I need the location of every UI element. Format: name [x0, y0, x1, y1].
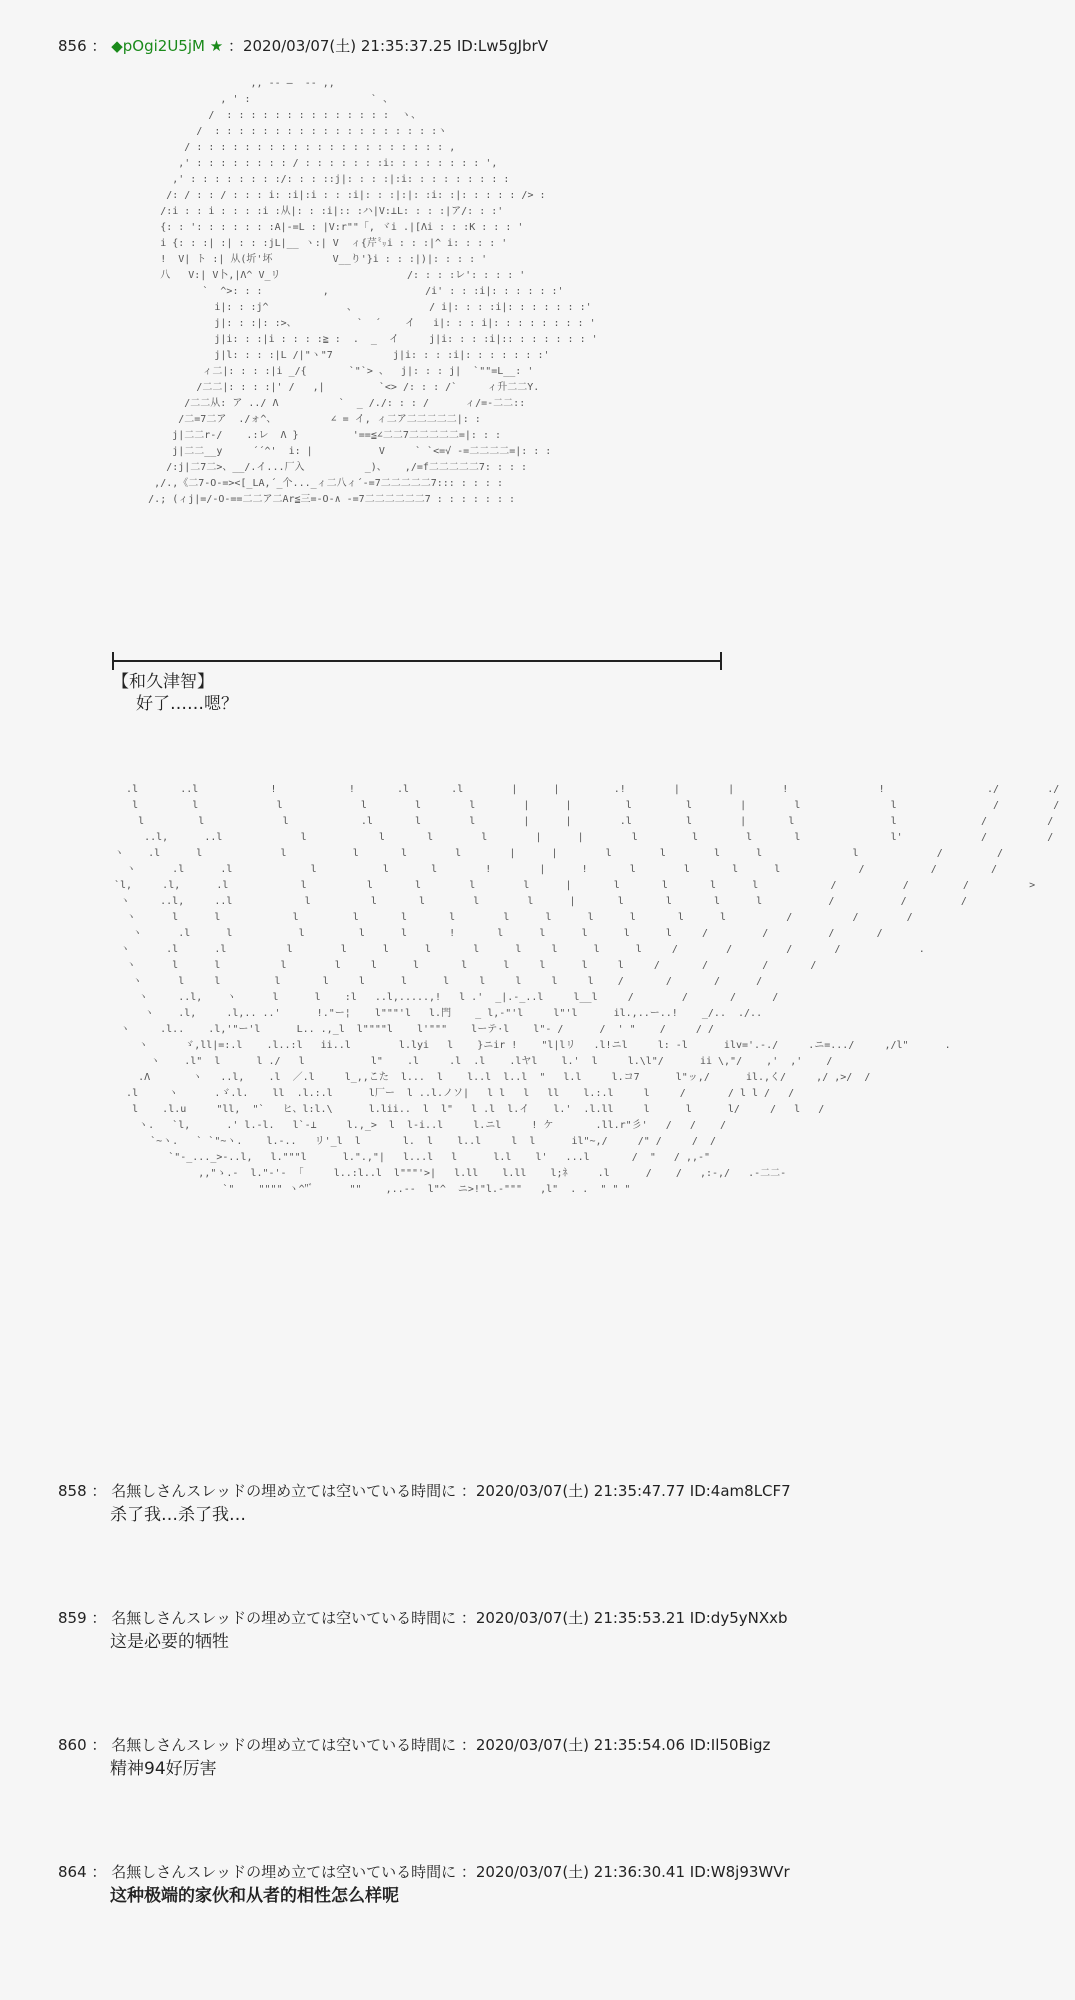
post-meta: ：2020/03/07(土) 21:35:47.77 ID:4am8LCF7 [460, 1482, 791, 1500]
poster-name[interactable]: ◆pOgi2U5jM ★ [111, 37, 224, 55]
post-number: 864 [58, 1863, 87, 1881]
dialogue-line: 好了……嗯？ [136, 694, 238, 714]
post-sep: ： [91, 1736, 107, 1754]
post-sep: ： [91, 1609, 107, 1627]
post-number: 858 [58, 1482, 87, 1500]
divider-rule [112, 660, 722, 662]
post-meta: ：2020/03/07(土) 21:35:53.21 ID:dy5yNXxb [460, 1609, 788, 1627]
post-meta: ：2020/03/07(土) 21:35:37.25 ID:Lw5gJbrV [227, 37, 548, 55]
poster-name[interactable]: 名無しさんスレッドの埋め立ては空いている時間に [111, 1609, 457, 1627]
post-sep: ： [91, 1482, 107, 1500]
character-ascii-art: ,, -- ― -- ,, , ' : ` 、 / : : : : : : : : : : : : : : ヽ、 / : : : : : : : : : : : : : : : : : : :ヽ / : : : : : : : : : : : : : : : : : : : : : , ,' : : : : : : : : / : : : : : : :i: : : : : : : : ', ,' : : : : : : : :/: : : ::j|: : : :|:i: : : : : : : : : /: / : : / : : : i: :i|:i : : :i|: : :|:|: :i: :|: : : : : /> : /:i : : i : : : :i :从|: : :i|:: :ハ|V:⊥L: : : :|ア/: : :' {: : ': : : : : : :A|-=L : |V:r""「, ヾi .|[Λi : : :K : : : ' i {: : :| :| : : :jL|__ ヽ:| V ィ{芹㍉i : : :|^ i: : : : ' ! V| ト :| 从(圻'坏 V__り'}i : : :|)|: : : : ' 八 V:| V卜,|Λ^ V_リ /: : : :レ': : : : ' ` ^>: : : , /i' : : :i|: : : : : :' i|: : :j^ 、 / i|: : : :i|: : : : : : :' j|: : :|: :>、 ` ´ イ i|: : : i|: : : : : : : : ' j|i: : :|i : : : :≧ : . _ イ j|i: : : :i|:: : : : : : : ' j|l: : : :|L /|"ヽ"7 j|i: : : :i|: : : : : : :' ィ二|: : : :|i _/{ `"`> 、 j|: : : j| `""=L__: ' /二二|: : : :|' / ,| `<> /: : : /` ィ升二二Y. /二二从: ア ../ Λ ` _ /./: : : / ィ/=-二二:: /二=7二ア ./ォ^、 ∠ = イ, ィ二ア二二二二二|: : j|二二r-/ .:レ Λ } '==≦∠二二7二二二二二=|: : : j|二二__у ´´^' i: | V ` `<=√ -=二二二二=|: : : /:j|二7二>、__/.イ...厂入 _)、 ,/=f二二二二二7: : : : ,/.,《二7-O-=><[_LA,´_个..._ィ二八ィ´-=7二二二二二7::: : : : : /.; (ィj|=/-O-==二二ア二Ar≦三=-O-∧ -=7二二二二二二7 : : : : : : : [148, 78, 598, 505]
post-meta: ：2020/03/07(土) 21:35:54.06 ID:Il50Bigz [460, 1736, 771, 1754]
post-header [58, 1608, 788, 1628]
post-header [58, 1735, 770, 1755]
post-number: 856 [58, 37, 87, 55]
post-header [58, 1862, 790, 1882]
post-header [58, 1481, 791, 1501]
post-body: 杀了我…杀了我… [110, 1505, 246, 1525]
poster-name[interactable]: 名無しさんスレッドの埋め立ては空いている時間に [111, 1863, 457, 1881]
post-number: 860 [58, 1736, 87, 1754]
post-sep: ： [91, 37, 107, 55]
post-body: 这是必要的牺牲 [110, 1632, 229, 1652]
poster-name[interactable]: 名無しさんスレッドの埋め立ては空いている時間に [111, 1482, 457, 1500]
speaker-tag: 【和久津智】 [112, 672, 214, 692]
post-sep: ： [91, 1863, 107, 1881]
post-header [58, 36, 548, 56]
post-body: 精神94好厉害 [110, 1759, 217, 1779]
post-body: 这种极端的家伙和从者的相性怎么样呢 [110, 1886, 399, 1906]
post-number: 859 [58, 1609, 87, 1627]
post-meta: ：2020/03/07(土) 21:36:30.41 ID:W8j93WVr [460, 1863, 790, 1881]
poster-name[interactable]: 名無しさんスレッドの埋め立ては空いている時間に [111, 1736, 457, 1754]
effect-lines-ascii-art: .l ..l ! ! .l .l | | .! | | ! ! ./ ./ l l l l l l | | l l | l l / / l l l .l l l | | .l l | l l / / ..l, ..l l l l l | | l l l l l' / / ヽ .l l l l l l | | l l l l l / / ヽ .l .l l l l ! | ! l l l l / / / `l, .l, .l l l l l l | l l l l / / / > ヽ ..l, ..l l l l l l | l l l l / / / ヽ l l l l l l l l l l l l / / / ヽ .l l l l l ! l l l l l / / / / ヽ .l .l l l l l l l l l l / / / / . ヽ l l l l l l l l l l l / / / / ヽ l l l l l l l l l l l / / / / ヽ ..l, ヽ l l :l ..l,.....,! l .' _|.-_..l l__l / / / / ヽ .l, .l,.. ..' !."ー¦ l"""'l l.門 _ l,-"'l l"'l il.,..ー..! _/.. ./.. ヽ .l.. .l,'"ー'l L.. .,_l l""""l l'""" lーテ·l l"- / / ' " / / / ヽ ゞ,ll|=:.l .l..:l ii..l l.lyi l }ニir ! "l|lリ .l!ニl l: -l ilv='.-./ .ニ=.../ ,/l" . ヽ .l" l l ./ l l" .l .l .l .lヤl l.' l l.\l"/ ii \,"/ ,' ,' / .Λ ヽ ..l, .l ／.l l_,,こた l... l l..l l..l " l.l l.コ7 l"ッ,/ il.,く/ ,/ ,>/ / .l ヽ .ゞ.l. ll .l.:.l l厂ー l ..l.ノソ| l l l ll l.:.l l / / l l / / l .l.u "ll, "` ヒ、l:l.\ l.lii.. l l" l .l l.イ l.' .l.ll l l l/ / l / ヽ. `l, .' l.-l. l`-⊥ l.,_> l l-i..l l.ニl ! ケ .ll.r"彡' / / / `~ヽ. ` `"~ヽ. l.-.. リ'_l l l. l l..l l l il"~,/ /" / / / `"-_..._>-..l, l."""l l.".,"| l...l l l.l l' ...l / " / ,,-" ,,"ゝ.- l."-'- ｢ l..:l..l l"""'>| l.ll l.ll l;ﾈ .l / / ,:-,/ .-二二- `" """" ヽ^"ﾞ "" ,..-- l"^ ニ>!"l.-""" ,l" . . " " " [114, 784, 1060, 1195]
